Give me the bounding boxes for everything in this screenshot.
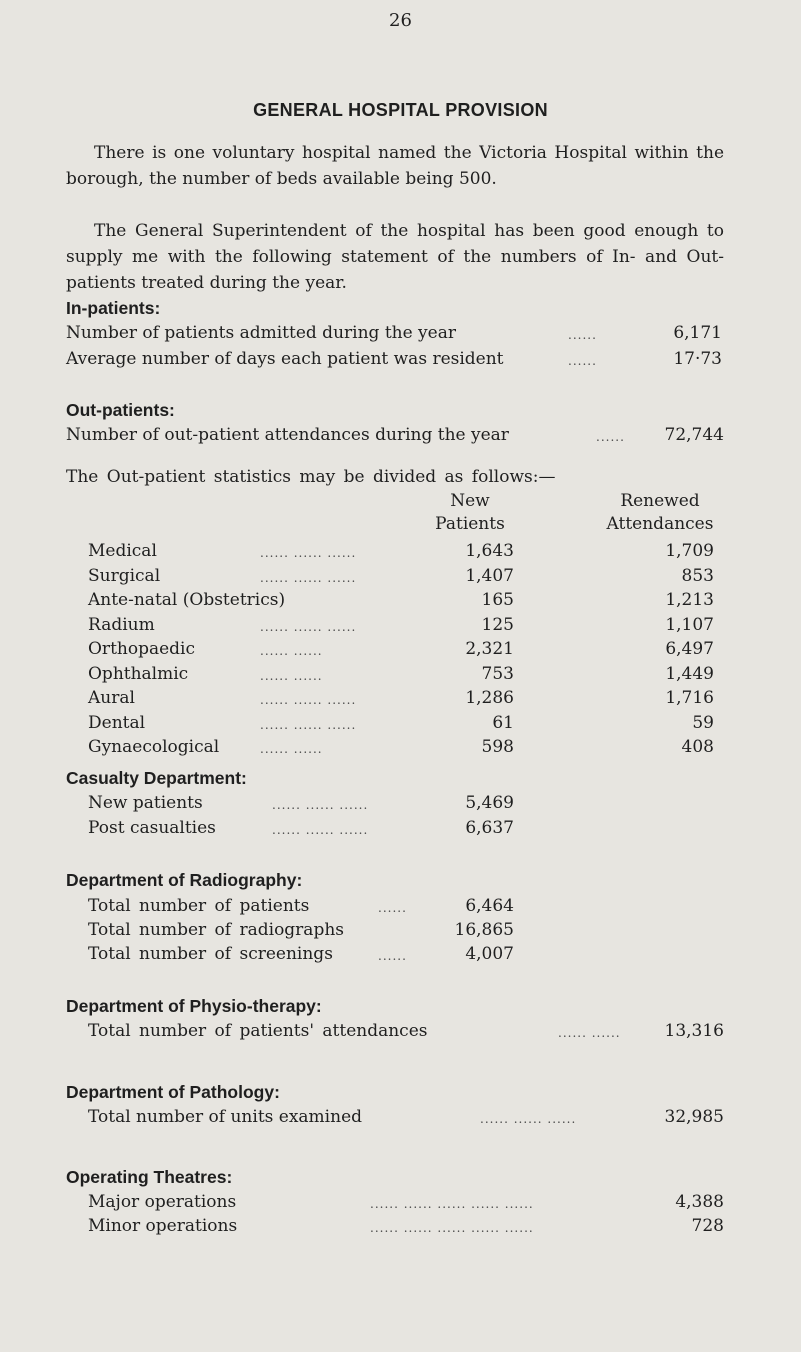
theatres-minor-leader: ...... ...... ...... ...... ...... (370, 1221, 534, 1235)
division-row-new-patients: 598 (481, 737, 514, 757)
division-row-label: Gynaecological (88, 737, 220, 757)
outpatients-heading: Out-patients: (66, 400, 175, 420)
col-new-header-2: Patients (435, 514, 505, 534)
casualty-post-label: Post casualties (88, 818, 216, 838)
division-row-label: Aural (88, 688, 135, 708)
casualty-new-value: 5,469 (465, 793, 514, 813)
division-row-label: Surgical (88, 566, 161, 586)
theatres-major-label: Major operations (88, 1192, 237, 1212)
theatres-major-leader: ...... ...... ...... ...... ...... (370, 1197, 534, 1211)
page-title: GENERAL HOSPITAL PROVISION (253, 100, 548, 120)
division-row-new-patients: 2,321 (465, 639, 514, 659)
theatres-minor-value: 728 (691, 1216, 724, 1236)
division-row-new-patients: 61 (492, 713, 514, 733)
outpatients-attendances-leader: ...... (596, 430, 625, 444)
division-intro: The Out-patient statistics may be divided as follows:— (66, 467, 556, 487)
division-row-renewed-attendances: 1,709 (665, 541, 714, 561)
division-row-label: Ante-natal (Obstetrics) (88, 590, 286, 610)
division-row-leader: ...... ...... ...... (260, 571, 357, 585)
division-row-leader: ...... ...... (260, 742, 323, 756)
col-renewed-header-1: Renewed (620, 491, 700, 511)
radiography-patients-value: 6,464 (465, 896, 514, 916)
inpatients-admitted-leader: ...... (568, 328, 597, 342)
division-row-leader: ...... ...... ...... (260, 546, 357, 560)
intro-paragraph-1: There is one voluntary hospital named the Victoria Hospital within the borough, the number of beds available being 500. (66, 143, 724, 189)
col-new-header-1: New (450, 491, 490, 511)
division-row-leader: ...... ...... ...... (260, 620, 357, 634)
division-row-leader: ...... ...... ...... (260, 718, 357, 732)
division-row-leader: ...... ...... ...... (260, 693, 357, 707)
intro-paragraph-2: The General Superintendent of the hospital has been good enough to supply me with the following statement of the numbers of In- and Out-patients treated during the year. (66, 221, 724, 293)
casualty-new-label: New patients (88, 793, 203, 813)
page-number: 26 (389, 10, 412, 31)
inpatients-admitted-value: 6,171 (673, 323, 722, 343)
division-row-renewed-attendances: 6,497 (665, 639, 714, 659)
physio-attendances-label: Total number of patients' attendances (88, 1021, 428, 1041)
division-row-new-patients: 1,643 (465, 541, 514, 561)
division-row-leader: ...... ...... (260, 669, 323, 683)
inpatients-days-value: 17·73 (673, 349, 722, 369)
inpatients-heading: In-patients: (66, 298, 161, 318)
theatres-major-value: 4,388 (675, 1192, 724, 1212)
pathology-units-leader: ...... ...... ...... (480, 1112, 577, 1126)
radiography-patients-leader: ...... (378, 901, 407, 915)
theatres-heading: Operating Theatres: (66, 1167, 233, 1187)
col-renewed-header-2: Attendances (606, 514, 714, 534)
pathology-units-label: Total number of units examined (88, 1107, 363, 1127)
radiography-radiographs-value: 16,865 (454, 920, 514, 940)
division-row-new-patients: 165 (481, 590, 514, 610)
inpatients-days-leader: ...... (568, 354, 597, 368)
radiography-patients-label: Total number of patients (88, 896, 310, 916)
division-row-renewed-attendances: 408 (681, 737, 714, 757)
radiography-screenings-leader: ...... (378, 949, 407, 963)
pathology-units-value: 32,985 (664, 1107, 724, 1127)
outpatients-attendances-value: 72,744 (664, 425, 724, 445)
physio-attendances-value: 13,316 (664, 1021, 724, 1041)
division-row-label: Dental (88, 713, 146, 733)
physio-attendances-leader: ...... ...... (558, 1026, 621, 1040)
radiography-screenings-value: 4,007 (465, 944, 514, 964)
radiography-screenings-label: Total number of screenings (88, 944, 333, 964)
outpatients-attendances-label: Number of out-patient attendances during the year (66, 425, 509, 445)
inpatients-days-label: Average number of days each patient was resident (66, 349, 504, 369)
division-row-renewed-attendances: 59 (692, 713, 714, 733)
casualty-post-value: 6,637 (465, 818, 514, 838)
physio-heading: Department of Physio-therapy: (66, 996, 322, 1016)
division-row-new-patients: 1,286 (465, 688, 514, 708)
division-row-renewed-attendances: 853 (681, 566, 714, 586)
division-row-label: Orthopaedic (88, 639, 195, 659)
casualty-post-leader: ...... ...... ...... (272, 823, 369, 837)
radiography-radiographs-label: Total number of radiographs (88, 920, 344, 940)
division-row-renewed-attendances: 1,213 (665, 590, 714, 610)
division-row-label: Medical (88, 541, 157, 561)
radiography-heading: Department of Radiography: (66, 870, 303, 890)
division-row-renewed-attendances: 1,107 (665, 615, 714, 635)
inpatients-admitted-label: Number of patients admitted during the year (66, 323, 456, 343)
division-row-label: Radium (88, 615, 155, 635)
casualty-heading: Casualty Department: (66, 768, 247, 788)
division-row-new-patients: 753 (481, 664, 514, 684)
division-row-label: Ophthalmic (88, 664, 189, 684)
theatres-minor-label: Minor operations (88, 1216, 238, 1236)
pathology-heading: Department of Pathology: (66, 1082, 280, 1102)
division-row-new-patients: 1,407 (465, 566, 514, 586)
division-row-renewed-attendances: 1,449 (665, 664, 714, 684)
division-row-new-patients: 125 (481, 615, 514, 635)
division-row-renewed-attendances: 1,716 (665, 688, 714, 708)
casualty-new-leader: ...... ...... ...... (272, 798, 369, 812)
division-row-leader: ...... ...... (260, 644, 323, 658)
